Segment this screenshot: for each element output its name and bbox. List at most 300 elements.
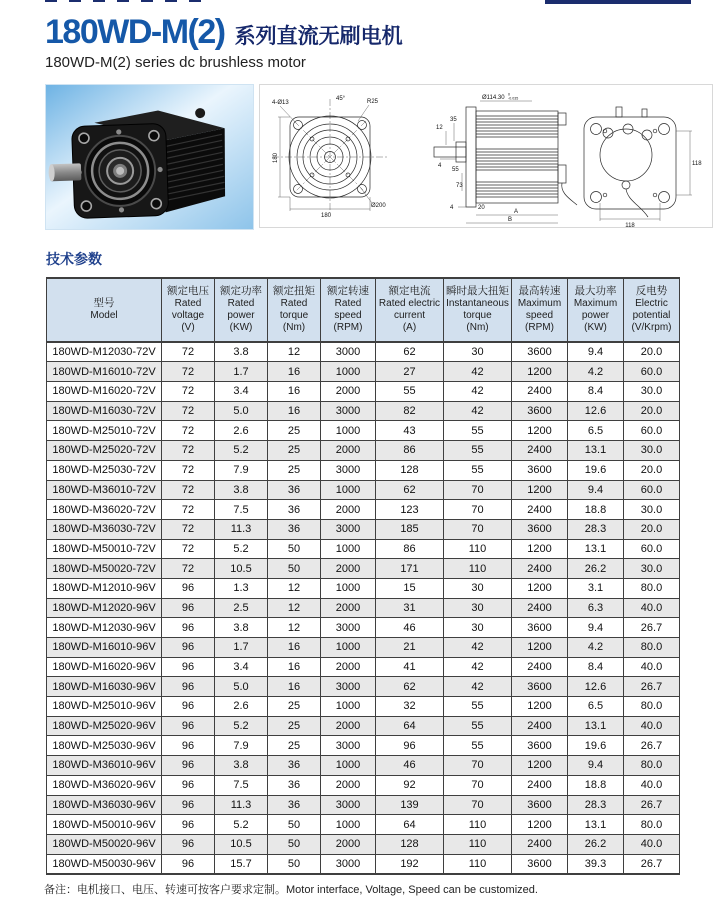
dim-tolerance: 0	[508, 92, 510, 97]
value-cell: 16	[268, 657, 321, 677]
value-cell: 3.8	[215, 342, 268, 362]
table-row	[47, 441, 680, 461]
value-cell: 1.3	[215, 578, 268, 598]
value-cell: 3.4	[215, 657, 268, 677]
value-cell: 80.0	[624, 697, 680, 717]
model-cell: 180WD-M50020-96V	[47, 834, 162, 854]
value-cell: 10.5	[215, 559, 268, 579]
value-cell: 3600	[512, 460, 568, 480]
value-cell: 110	[444, 854, 512, 874]
table-row	[47, 756, 680, 776]
value-cell: 64	[376, 716, 444, 736]
value-cell: 42	[444, 638, 512, 658]
value-cell: 1200	[512, 421, 568, 441]
value-cell: 86	[376, 539, 444, 559]
model-cell: 180WD-M36010-72V	[47, 480, 162, 500]
value-cell: 72	[162, 342, 215, 362]
model-cell: 180WD-M16010-96V	[47, 638, 162, 658]
value-cell: 30	[444, 598, 512, 618]
value-cell: 2000	[321, 441, 376, 461]
value-cell: 4.2	[568, 638, 624, 658]
table-row	[47, 500, 680, 520]
value-cell: 3000	[321, 342, 376, 362]
value-cell: 40.0	[624, 598, 680, 618]
table-row	[47, 362, 680, 382]
value-cell: 11.3	[215, 519, 268, 539]
rear-view-drawing	[584, 107, 702, 227]
value-cell: 3600	[512, 677, 568, 697]
value-cell: 55	[444, 697, 512, 717]
dim-label: 118	[625, 222, 635, 227]
value-cell: 1200	[512, 578, 568, 598]
spec-table	[46, 277, 680, 876]
value-cell: 12	[268, 598, 321, 618]
column-header: 反电势 Electric potential (V/Krpm)	[624, 278, 680, 342]
value-cell: 7.9	[215, 736, 268, 756]
table-row	[47, 401, 680, 421]
value-cell: 15	[376, 578, 444, 598]
value-cell: 12	[268, 342, 321, 362]
table-row	[47, 618, 680, 638]
model-cell: 180WD-M36020-72V	[47, 500, 162, 520]
value-cell: 12	[268, 578, 321, 598]
dim-label: R25	[367, 98, 379, 105]
value-cell: 2000	[321, 834, 376, 854]
value-cell: 1000	[321, 362, 376, 382]
value-cell: 19.6	[568, 460, 624, 480]
dimension-drawings	[260, 85, 712, 227]
value-cell: 110	[444, 815, 512, 835]
column-header: 瞬时最大扭矩 Instantaneous torque (Nm)	[444, 278, 512, 342]
value-cell: 2000	[321, 500, 376, 520]
value-cell: 96	[162, 657, 215, 677]
value-cell: 18.8	[568, 775, 624, 795]
model-cell: 180WD-M16010-72V	[47, 362, 162, 382]
cropped-header-fragment	[45, 0, 205, 2]
value-cell: 13.1	[568, 539, 624, 559]
value-cell: 4.2	[568, 362, 624, 382]
dim-label: 20	[478, 204, 485, 211]
motor-photo	[45, 84, 254, 230]
value-cell: 13.1	[568, 441, 624, 461]
dim-label: A	[513, 208, 519, 215]
value-cell: 40.0	[624, 834, 680, 854]
table-row	[47, 834, 680, 854]
dim-label: Ø200	[371, 202, 386, 209]
media-row	[45, 84, 718, 230]
model-cell: 180WD-M25010-96V	[47, 697, 162, 717]
column-header: 最大功率 Maximum power (KW)	[568, 278, 624, 342]
value-cell: 46	[376, 756, 444, 776]
value-cell: 16	[268, 401, 321, 421]
model-cell: 180WD-M25020-96V	[47, 716, 162, 736]
value-cell: 3600	[512, 342, 568, 362]
model-cell: 180WD-M50020-72V	[47, 559, 162, 579]
value-cell: 55	[444, 460, 512, 480]
value-cell: 30.0	[624, 441, 680, 461]
value-cell: 2000	[321, 716, 376, 736]
value-cell: 12.6	[568, 677, 624, 697]
value-cell: 72	[162, 382, 215, 402]
value-cell: 60.0	[624, 480, 680, 500]
value-cell: 42	[444, 657, 512, 677]
value-cell: 96	[162, 815, 215, 835]
value-cell: 50	[268, 815, 321, 835]
table-row	[47, 638, 680, 658]
value-cell: 26.2	[568, 834, 624, 854]
table-row	[47, 382, 680, 402]
value-cell: 64	[376, 815, 444, 835]
value-cell: 31	[376, 598, 444, 618]
value-cell: 70	[444, 500, 512, 520]
value-cell: 30.0	[624, 382, 680, 402]
dim-label: 45°	[336, 95, 346, 102]
value-cell: 26.2	[568, 559, 624, 579]
value-cell: 3.8	[215, 618, 268, 638]
value-cell: 72	[162, 539, 215, 559]
value-cell: 70	[444, 519, 512, 539]
value-cell: 55	[444, 441, 512, 461]
value-cell: 42	[444, 677, 512, 697]
dim-label: 4-Ø13	[272, 99, 289, 106]
value-cell: 2400	[512, 775, 568, 795]
value-cell: 36	[268, 756, 321, 776]
value-cell: 72	[162, 401, 215, 421]
value-cell: 1200	[512, 539, 568, 559]
value-cell: 30.0	[624, 500, 680, 520]
model-cell: 180WD-M12030-72V	[47, 342, 162, 362]
value-cell: 2000	[321, 559, 376, 579]
value-cell: 72	[162, 559, 215, 579]
value-cell: 36	[268, 775, 321, 795]
column-header: 额定电流 Rated electric current (A)	[376, 278, 444, 342]
dim-label: 55	[452, 166, 459, 173]
value-cell: 80.0	[624, 756, 680, 776]
table-row	[47, 677, 680, 697]
value-cell: 2400	[512, 657, 568, 677]
value-cell: 96	[376, 736, 444, 756]
table-row	[47, 736, 680, 756]
value-cell: 2400	[512, 500, 568, 520]
value-cell: 96	[162, 638, 215, 658]
value-cell: 1.7	[215, 638, 268, 658]
value-cell: 36	[268, 480, 321, 500]
value-cell: 5.0	[215, 401, 268, 421]
value-cell: 96	[162, 578, 215, 598]
value-cell: 16	[268, 677, 321, 697]
model-cell: 180WD-M36020-96V	[47, 775, 162, 795]
value-cell: 62	[376, 677, 444, 697]
value-cell: 3.4	[215, 382, 268, 402]
value-cell: 70	[444, 480, 512, 500]
value-cell: 2400	[512, 559, 568, 579]
value-cell: 3000	[321, 618, 376, 638]
value-cell: 1200	[512, 697, 568, 717]
model-cell: 180WD-M50010-96V	[47, 815, 162, 835]
value-cell: 3000	[321, 736, 376, 756]
value-cell: 27	[376, 362, 444, 382]
value-cell: 20.0	[624, 401, 680, 421]
dim-label: 180	[273, 152, 279, 163]
table-row	[47, 539, 680, 559]
dim-tolerance: -0.035	[508, 96, 519, 101]
value-cell: 3000	[321, 677, 376, 697]
value-cell: 3000	[321, 519, 376, 539]
value-cell: 16	[268, 638, 321, 658]
table-row	[47, 342, 680, 362]
value-cell: 1000	[321, 480, 376, 500]
value-cell: 2400	[512, 834, 568, 854]
model-cell: 180WD-M25030-96V	[47, 736, 162, 756]
value-cell: 1200	[512, 480, 568, 500]
value-cell: 2.5	[215, 598, 268, 618]
column-header: 额定电压 Rated voltage (V)	[162, 278, 215, 342]
model-cell: 180WD-M50030-96V	[47, 854, 162, 874]
title-row	[45, 15, 718, 51]
dim-label: 12	[436, 124, 443, 131]
value-cell: 80.0	[624, 638, 680, 658]
value-cell: 26.7	[624, 677, 680, 697]
value-cell: 26.7	[624, 795, 680, 815]
model-cell: 180WD-M36010-96V	[47, 756, 162, 776]
value-cell: 3600	[512, 795, 568, 815]
value-cell: 9.4	[568, 756, 624, 776]
value-cell: 2.6	[215, 421, 268, 441]
value-cell: 10.5	[215, 834, 268, 854]
value-cell: 1000	[321, 421, 376, 441]
value-cell: 3000	[321, 854, 376, 874]
value-cell: 30	[444, 342, 512, 362]
table-row	[47, 795, 680, 815]
value-cell: 3600	[512, 854, 568, 874]
table-row	[47, 697, 680, 717]
value-cell: 55	[444, 421, 512, 441]
value-cell: 110	[444, 834, 512, 854]
value-cell: 50	[268, 559, 321, 579]
model-cell: 180WD-M50010-72V	[47, 539, 162, 559]
value-cell: 96	[162, 716, 215, 736]
value-cell: 9.4	[568, 618, 624, 638]
value-cell: 1000	[321, 756, 376, 776]
column-header: 额定扭矩 Rated torque (Nm)	[268, 278, 321, 342]
value-cell: 3600	[512, 618, 568, 638]
value-cell: 39.3	[568, 854, 624, 874]
value-cell: 21	[376, 638, 444, 658]
value-cell: 40.0	[624, 775, 680, 795]
value-cell: 9.4	[568, 342, 624, 362]
model-cell: 180WD-M25010-72V	[47, 421, 162, 441]
value-cell: 6.5	[568, 421, 624, 441]
table-row	[47, 559, 680, 579]
table-row	[47, 854, 680, 874]
value-cell: 20.0	[624, 460, 680, 480]
value-cell: 19.6	[568, 736, 624, 756]
value-cell: 1200	[512, 756, 568, 776]
front-view-drawing	[272, 96, 388, 219]
value-cell: 1000	[321, 815, 376, 835]
value-cell: 43	[376, 421, 444, 441]
model-cell: 180WD-M12030-96V	[47, 618, 162, 638]
dim-label: 4	[450, 204, 454, 211]
value-cell: 25	[268, 736, 321, 756]
cropped-header-fragment	[545, 0, 691, 4]
value-cell: 62	[376, 480, 444, 500]
page-title-cn: 系列直流无刷电机	[234, 25, 403, 48]
value-cell: 7.5	[215, 500, 268, 520]
table-row	[47, 421, 680, 441]
motor-photo-illustration	[46, 85, 253, 229]
value-cell: 96	[162, 756, 215, 776]
value-cell: 40.0	[624, 716, 680, 736]
value-cell: 3.1	[568, 578, 624, 598]
value-cell: 42	[444, 401, 512, 421]
value-cell: 13.1	[568, 716, 624, 736]
value-cell: 5.2	[215, 441, 268, 461]
value-cell: 16	[268, 362, 321, 382]
value-cell: 25	[268, 460, 321, 480]
value-cell: 25	[268, 716, 321, 736]
value-cell: 55	[376, 382, 444, 402]
table-row	[47, 480, 680, 500]
value-cell: 1000	[321, 638, 376, 658]
value-cell: 2400	[512, 598, 568, 618]
value-cell: 28.3	[568, 795, 624, 815]
value-cell: 96	[162, 775, 215, 795]
dim-label: Ø114.30	[482, 94, 505, 101]
value-cell: 1.7	[215, 362, 268, 382]
value-cell: 72	[162, 421, 215, 441]
value-cell: 72	[162, 362, 215, 382]
dim-label: 118	[692, 160, 702, 167]
footnote: 备注：电机接口、电压、转速可按客户要求定制。Motor interface, Voltage, Speed can be customized.	[44, 884, 538, 897]
value-cell: 2000	[321, 775, 376, 795]
value-cell: 30	[444, 578, 512, 598]
value-cell: 50	[268, 834, 321, 854]
value-cell: 1200	[512, 362, 568, 382]
section-title: 技术参数	[46, 250, 102, 267]
value-cell: 5.0	[215, 677, 268, 697]
dim-label: 35	[450, 116, 457, 123]
value-cell: 3000	[321, 401, 376, 421]
value-cell: 72	[162, 460, 215, 480]
technical-drawings	[259, 84, 713, 228]
value-cell: 80.0	[624, 815, 680, 835]
column-header: 型号 Model	[47, 278, 162, 342]
value-cell: 92	[376, 775, 444, 795]
model-cell: 180WD-M25020-72V	[47, 441, 162, 461]
value-cell: 25	[268, 421, 321, 441]
value-cell: 2400	[512, 441, 568, 461]
column-header: 额定转速 Rated speed (RPM)	[321, 278, 376, 342]
value-cell: 110	[444, 539, 512, 559]
value-cell: 11.3	[215, 795, 268, 815]
value-cell: 1000	[321, 578, 376, 598]
table-row	[47, 460, 680, 480]
value-cell: 80.0	[624, 578, 680, 598]
value-cell: 96	[162, 598, 215, 618]
dim-label: 180	[320, 212, 332, 219]
value-cell: 2400	[512, 382, 568, 402]
value-cell: 9.4	[568, 480, 624, 500]
table-row	[47, 598, 680, 618]
value-cell: 110	[444, 559, 512, 579]
value-cell: 18.8	[568, 500, 624, 520]
value-cell: 13.1	[568, 815, 624, 835]
value-cell: 20.0	[624, 519, 680, 539]
value-cell: 60.0	[624, 421, 680, 441]
value-cell: 60.0	[624, 539, 680, 559]
value-cell: 15.7	[215, 854, 268, 874]
table-row	[47, 775, 680, 795]
column-header: 额定功率 Rated power (KW)	[215, 278, 268, 342]
value-cell: 60.0	[624, 362, 680, 382]
value-cell: 26.7	[624, 618, 680, 638]
value-cell: 1200	[512, 638, 568, 658]
page-header	[0, 0, 718, 71]
dim-label: 73	[456, 182, 463, 189]
value-cell: 139	[376, 795, 444, 815]
value-cell: 72	[162, 480, 215, 500]
value-cell: 3600	[512, 519, 568, 539]
page-title-model: 180WD-M(2)	[45, 13, 225, 51]
value-cell: 96	[162, 697, 215, 717]
model-cell: 180WD-M16030-72V	[47, 401, 162, 421]
value-cell: 72	[162, 500, 215, 520]
value-cell: 55	[444, 736, 512, 756]
value-cell: 3000	[321, 460, 376, 480]
model-cell: 180WD-M16030-96V	[47, 677, 162, 697]
table-row	[47, 716, 680, 736]
column-header: 最高转速 Maximum speed (RPM)	[512, 278, 568, 342]
value-cell: 70	[444, 795, 512, 815]
table-row	[47, 657, 680, 677]
value-cell: 7.9	[215, 460, 268, 480]
value-cell: 42	[444, 362, 512, 382]
value-cell: 3.8	[215, 756, 268, 776]
value-cell: 30.0	[624, 559, 680, 579]
value-cell: 1000	[321, 539, 376, 559]
value-cell: 42	[444, 382, 512, 402]
value-cell: 36	[268, 519, 321, 539]
model-cell: 180WD-M25030-72V	[47, 460, 162, 480]
value-cell: 5.2	[215, 539, 268, 559]
value-cell: 3600	[512, 401, 568, 421]
value-cell: 26.7	[624, 854, 680, 874]
value-cell: 32	[376, 697, 444, 717]
value-cell: 55	[444, 716, 512, 736]
value-cell: 96	[162, 677, 215, 697]
value-cell: 28.3	[568, 519, 624, 539]
value-cell: 25	[268, 697, 321, 717]
value-cell: 36	[268, 500, 321, 520]
value-cell: 50	[268, 854, 321, 874]
value-cell: 25	[268, 441, 321, 461]
value-cell: 40.0	[624, 657, 680, 677]
value-cell: 12	[268, 618, 321, 638]
table-row	[47, 519, 680, 539]
value-cell: 1200	[512, 815, 568, 835]
value-cell: 72	[162, 519, 215, 539]
model-cell: 180WD-M16020-72V	[47, 382, 162, 402]
value-cell: 171	[376, 559, 444, 579]
value-cell: 8.4	[568, 657, 624, 677]
value-cell: 2000	[321, 382, 376, 402]
value-cell: 70	[444, 775, 512, 795]
value-cell: 86	[376, 441, 444, 461]
value-cell: 96	[162, 618, 215, 638]
dim-label: B	[507, 216, 513, 223]
value-cell: 7.5	[215, 775, 268, 795]
